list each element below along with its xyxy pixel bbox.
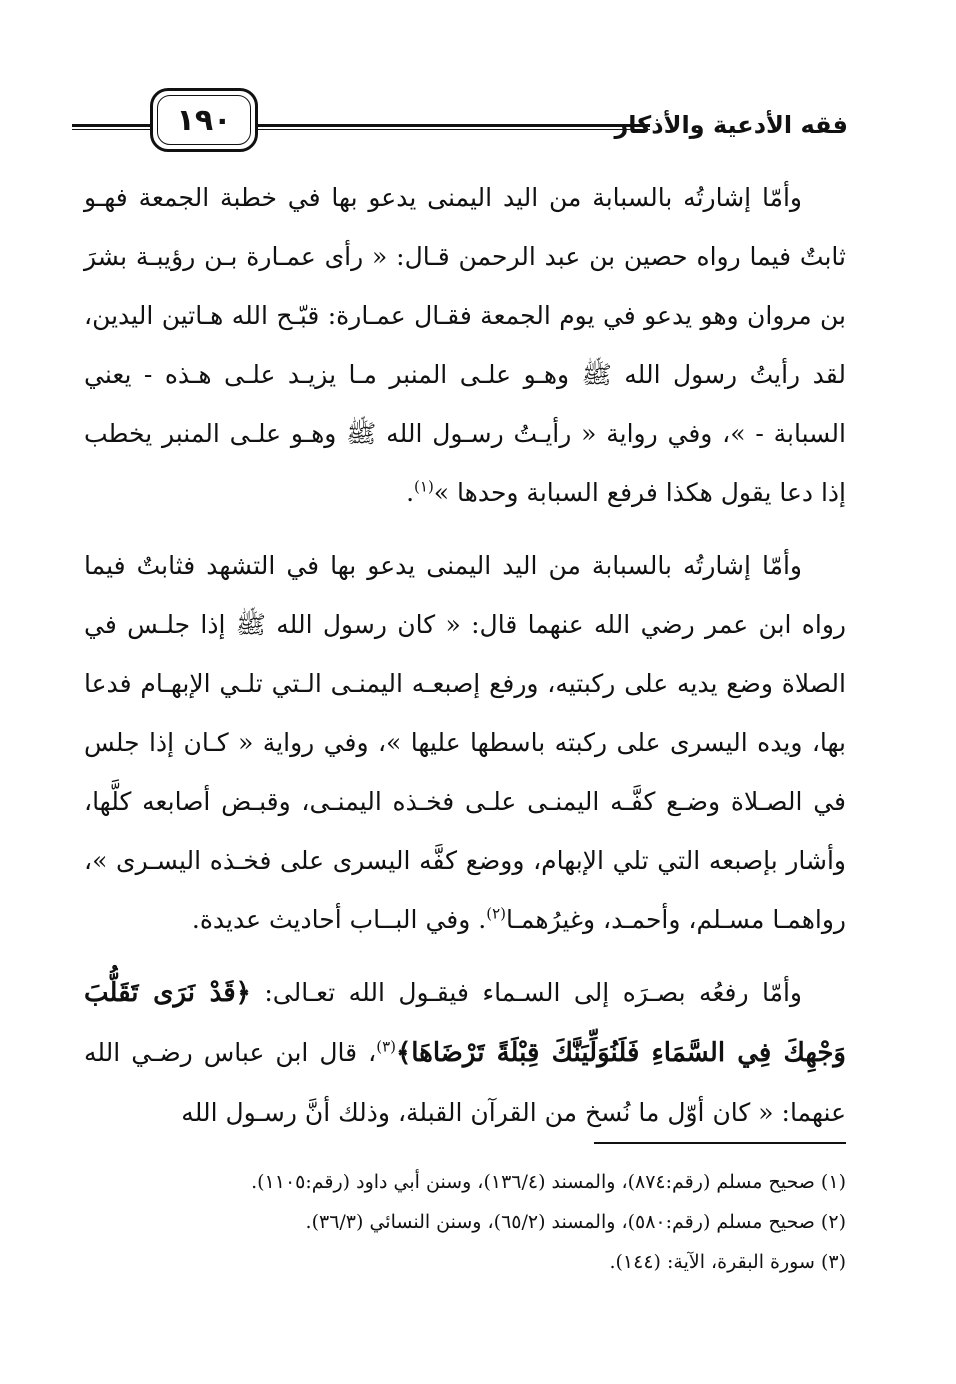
paragraph-3-text-a: وأمّا رفعُه بصـرَه إلى السـماء فيقـول الله تعـالى: [250, 978, 803, 1007]
footnote-ref-3[interactable]: (٣) [376, 1037, 397, 1056]
paragraph-2-end: . وفي البــاب أحاديث عديدة. [191, 905, 487, 934]
footnotes [110, 1162, 846, 1282]
header-rule-left [72, 124, 152, 127]
paragraph-2-text: وأمّا إشارتُه بالسبابة من اليد اليمنى يدعو بها في التشهد فثابتٌ فيما رواه ابن عمر رضي الله عنهما قال: « كان رسول الله ﷺ إذا جلـس في الصلاة وضع يديه على ركبتيه، ورفع إصبعـه اليمنـى الـتي تلـي الإبهـام فدعا بها، ويده اليسرى على ركبته باسطها عليها »، وفي رواية « كـان إذا جلس في الصـلاة وضـع كفَّـه اليمنـى علـى فخـذه اليمنـى، وقبـض أصابعه كلَّها، وأشار بإصبعه التي تلي الإبهام، ووضع كفَّه اليسرى على فخـذه اليسـرى »، رواهمـا مسـلم، وأحمـد، وغيرُهمـا [84, 551, 846, 934]
quran-verse: ﴿قَدْ نَرَى تَقَلُّبَ وَجْهِكَ فِي السَّمَاءِ فَلَنُوَلِّيَنَّكَ قِبْلَةً تَرْضَاهَا﴾ [84, 978, 846, 1068]
footnote-ref-2[interactable]: (٢) [486, 904, 506, 923]
paragraph-1 [84, 168, 846, 522]
paragraph-1-end: . [406, 478, 415, 507]
footnote-2: (٢) صحيح مسلم (رقم:٥٨٠)، والمسند (٦٥/٢)، وسنن النسائي (٣٦/٣). [305, 1211, 846, 1233]
page-number: ١٩٠ [176, 102, 232, 138]
page-number-frame [150, 88, 258, 152]
paragraph-2 [84, 536, 846, 949]
footnote-3: (٣) سورة البقرة، الآية: (١٤٤). [609, 1251, 846, 1273]
footnote-1: (١) صحيح مسلم (رقم:٨٧٤)، والمسند (١٣٦/٤)، وسنن أبي داود (رقم:١١٠٥). [251, 1171, 846, 1193]
footnote-ref-1[interactable]: (١) [414, 477, 434, 496]
paragraph-3-text-b: ، قال ابن عباس رضـي الله عنهما: « كان أوّل ما نُسخ من القرآن القبلة، وذلك أنَّ رسـول الله [84, 1038, 846, 1127]
header-rule [256, 124, 650, 127]
page-header [80, 88, 848, 160]
paragraph-1-text: وأمّا إشارتُه بالسبابة من اليد اليمنى يدعو بها في خطبة الجمعة فهـو ثابتٌ فيما رواه حصين بن عبد الرحمن قـال: « رأى عمـارة بـن رؤيبـة بشرَ بن مروان وهو يدعو في يوم الجمعة فقـال عمـارة: قبّـح الله هـاتين اليدين، لقد رأيتُ رسول الله ﷺ وهـو علـى المنبر مـا يزيـد علـى هـذه - يعني السبابة - »، وفي رواية « رأيـتُ رسـول الله ﷺ وهـو علـى المنبر يخطب إذا دعا يقول هكذا فرفع السبابة وحدها » [84, 183, 846, 507]
footnote-divider [594, 1142, 846, 1144]
page-body [84, 168, 846, 1156]
paragraph-3 [84, 963, 846, 1142]
book-title: فقه الأدعية والأذكار [614, 111, 848, 139]
